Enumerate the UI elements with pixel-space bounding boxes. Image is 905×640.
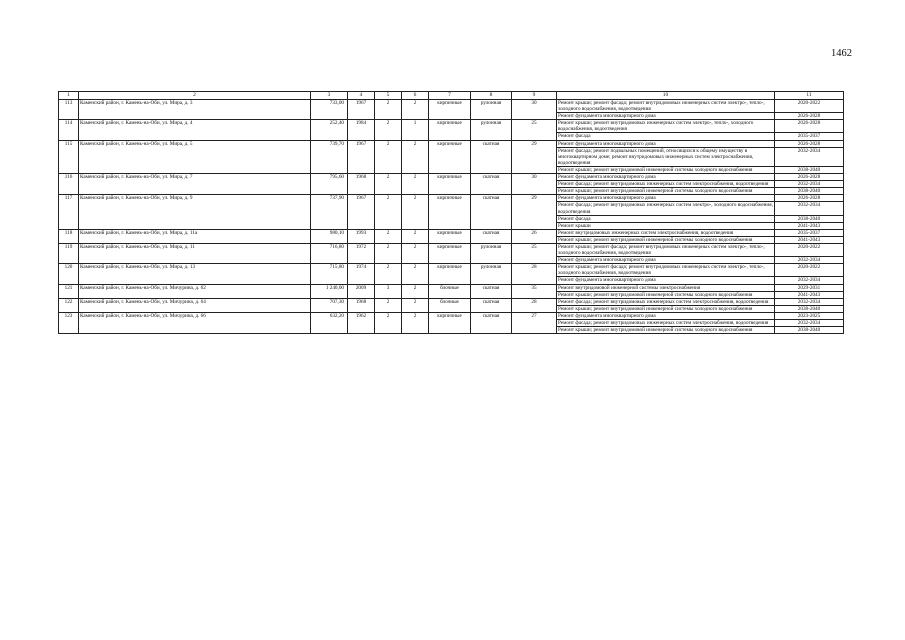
entrances-cell: 2 (402, 264, 429, 284)
work-type-cell: Ремонт фундамента многоквартирного дома (557, 257, 775, 264)
year-built-cell: 1984 (348, 120, 375, 140)
work-period-cell: 2026-2028 (775, 140, 844, 147)
entrances-cell: 2 (402, 298, 429, 312)
area-cell: 632,20 (311, 312, 348, 333)
address-cell: Каменский район, г. Камень-на-Оби, ул. Мира, д. 11а (79, 229, 311, 243)
table-body (59, 100, 844, 334)
column-number: 7 (429, 92, 471, 100)
work-type-cell: Ремонт крыши; ремонт внутридомовой инженерной системы холодного водоснабжения (557, 166, 775, 173)
work-period-cell: 2032-2034 (775, 320, 844, 327)
column-number: 4 (348, 92, 375, 100)
wall-material-cell: кирпичные (429, 243, 471, 263)
column-number: 9 (512, 92, 557, 100)
work-period-cell: 2035-2037 (775, 133, 844, 140)
address-cell: Каменский район, г. Камень-на-Оби, ул. Мичурина, д. 64 (79, 298, 311, 312)
table-row (59, 100, 844, 113)
work-type-cell: Ремонт крыши (557, 222, 775, 229)
work-period-cell: 2020-2022 (775, 264, 844, 277)
wall-material-cell: блочные (429, 298, 471, 312)
work-type-cell: Ремонт крыши; ремонт фасада; ремонт внутридомовых инженерных систем электро-, тепло-, холодного водоснабжения, водоотведения (557, 100, 775, 113)
area-cell: 1 240,00 (311, 284, 348, 298)
roof-type-cell: скатная (471, 298, 512, 312)
work-type-cell: Ремонт крыши; ремонт внутридомовой инженерной системы холодного водоснабжения (557, 291, 775, 298)
table-row (59, 229, 844, 236)
roof-type-cell: скатная (471, 140, 512, 173)
work-type-cell: Ремонт крыши; ремонт внутридомовой инженерной системы холодного водоснабжения (557, 188, 775, 195)
floors-cell: 2 (375, 174, 402, 195)
work-period-cell: 2038-2040 (775, 327, 844, 334)
work-type-cell: Ремонт внутридомовой инженерной системы электроснабжения (557, 284, 775, 291)
column-number: 10 (557, 92, 775, 100)
column-number: 3 (311, 92, 348, 100)
work-period-cell: 2026-2028 (775, 113, 844, 120)
table-row (59, 195, 844, 202)
table-row (59, 298, 844, 305)
work-period-cell: 2038-2040 (775, 188, 844, 195)
roof-type-cell: рулонная (471, 243, 512, 263)
work-type-cell: Ремонт фасада (557, 133, 775, 140)
work-period-cell: 2020-2022 (775, 100, 844, 113)
work-period-cell: 2032-2034 (775, 257, 844, 264)
page-number: 1462 (831, 48, 852, 59)
work-type-cell: Ремонт фундамента многоквартирного дома (557, 174, 775, 181)
table-row (59, 284, 844, 291)
floors-cell: 2 (375, 264, 402, 284)
row-number-cell: 115 (59, 140, 79, 173)
work-type-cell: Ремонт внутридомовых инженерных систем электроснабжения, водоотведения (557, 229, 775, 236)
wall-material-cell: кирпичные (429, 100, 471, 120)
floors-cell: 2 (375, 100, 402, 120)
roof-type-cell: рулонная (471, 100, 512, 120)
work-period-cell: 2020-2022 (775, 243, 844, 256)
table-row (59, 174, 844, 181)
area-cell: 707,30 (311, 298, 348, 312)
work-period-cell: 2026-2028 (775, 195, 844, 202)
wear-percent-cell: 29 (512, 195, 557, 229)
work-type-cell: Ремонт фундамента многоквартирного дома (557, 312, 775, 319)
work-type-cell: Ремонт фундамента многоквартирного дома (557, 277, 775, 284)
address-cell: Каменский район, г. Камень-на-Оби, ул. Мичурина, д. 66 (79, 312, 311, 333)
work-type-cell: Ремонт крыши; ремонт фасада; ремонт внутридомовых инженерных систем электро-, тепло-, холодного водоснабжения, водоотведения (557, 264, 775, 277)
address-cell: Каменский район, г. Камень-на-Оби, ул. Мира, д. 9 (79, 195, 311, 229)
row-number-cell: 114 (59, 120, 79, 140)
roof-type-cell: скатная (471, 174, 512, 195)
floors-cell: 2 (375, 120, 402, 140)
wear-percent-cell: 28 (512, 264, 557, 284)
roof-type-cell: рулонная (471, 120, 512, 140)
floors-cell: 2 (375, 195, 402, 229)
roof-type-cell: скатная (471, 312, 512, 333)
area-cell: 739,70 (311, 140, 348, 173)
work-type-cell: Ремонт крыши; ремонт внутридомовых инженерных систем электро-, тепло-, холодного водоснабжения, водоотведения (557, 120, 775, 133)
year-built-cell: 1968 (348, 298, 375, 312)
row-number-cell: 116 (59, 174, 79, 195)
area-cell: 737,90 (311, 195, 348, 229)
work-type-cell: Ремонт фасада; ремонт внутридомовых инженерных систем электроснабжения, водоотведения (557, 320, 775, 327)
area-cell: 252,40 (311, 120, 348, 140)
roof-type-cell: скатная (471, 284, 512, 298)
row-number-cell: 119 (59, 243, 79, 263)
entrances-cell: 2 (402, 312, 429, 333)
floors-cell: 2 (375, 298, 402, 312)
work-period-cell: 2038-2040 (775, 166, 844, 173)
area-cell: 795,60 (311, 174, 348, 195)
work-period-cell: 2038-2040 (775, 215, 844, 222)
work-period-cell: 2032-2034 (775, 181, 844, 188)
row-number-cell: 120 (59, 264, 79, 284)
work-type-cell: Ремонт фасада (557, 215, 775, 222)
wear-percent-cell: 25 (512, 120, 557, 140)
year-built-cell: 2009 (348, 284, 375, 298)
row-number-cell: 123 (59, 312, 79, 333)
wear-percent-cell: 28 (512, 298, 557, 312)
wall-material-cell: кирпичные (429, 264, 471, 284)
area-cell: 733,00 (311, 100, 348, 120)
address-cell: Каменский район, г. Камень-на-Оби, ул. Мира, д. 3 (79, 100, 311, 120)
row-number-cell: 117 (59, 195, 79, 229)
work-period-cell: 2032-2034 (775, 298, 844, 305)
entrances-cell: 2 (402, 229, 429, 243)
area-cell: 980,10 (311, 229, 348, 243)
row-number-cell: 113 (59, 100, 79, 120)
entrances-cell: 2 (402, 243, 429, 263)
wall-material-cell: кирпичные (429, 140, 471, 173)
table-row (59, 243, 844, 256)
work-period-cell: 2041-2043 (775, 236, 844, 243)
work-type-cell: Ремонт фасада; ремонт подвальных помещений, относящихся к общему имуществу в многоквартирном доме; ремонт внутридомовых инженерных систем электроснабжения, водоотведения (557, 147, 775, 166)
work-type-cell: Ремонт крыши; ремонт внутридомовой инженерной системы холодного водоснабжения (557, 327, 775, 334)
work-period-cell: 2026-2028 (775, 120, 844, 133)
column-number: 2 (79, 92, 311, 100)
work-period-cell: 2041-2043 (775, 222, 844, 229)
column-number-row (59, 92, 844, 100)
year-built-cell: 1972 (348, 243, 375, 263)
entrances-cell: 2 (402, 195, 429, 229)
work-period-cell: 2023-2025 (775, 312, 844, 319)
floors-cell: 3 (375, 284, 402, 298)
wall-material-cell: кирпичные (429, 312, 471, 333)
roof-type-cell: скатная (471, 195, 512, 229)
row-number-cell: 121 (59, 284, 79, 298)
roof-type-cell: скатная (471, 229, 512, 243)
roof-type-cell: рулонная (471, 264, 512, 284)
area-cell: 715,80 (311, 264, 348, 284)
wear-percent-cell: 35 (512, 284, 557, 298)
year-built-cell: 1967 (348, 195, 375, 229)
table-row (59, 140, 844, 147)
floors-cell: 2 (375, 312, 402, 333)
work-type-cell: Ремонт фасада; ремонт внутридомовых инженерных систем электроснабжения, водоотведения (557, 181, 775, 188)
column-number: 11 (775, 92, 844, 100)
column-number: 6 (402, 92, 429, 100)
floors-cell: 2 (375, 243, 402, 263)
wall-material-cell: кирпичные (429, 229, 471, 243)
wear-percent-cell: 29 (512, 140, 557, 173)
floors-cell: 2 (375, 140, 402, 173)
work-period-cell: 2026-2028 (775, 174, 844, 181)
work-type-cell: Ремонт фундамента многоквартирного дома (557, 140, 775, 147)
table-row (59, 264, 844, 277)
work-period-cell: 2032-2034 (775, 277, 844, 284)
area-cell: 716,80 (311, 243, 348, 263)
wear-percent-cell: 27 (512, 312, 557, 333)
column-number: 5 (375, 92, 402, 100)
row-number-cell: 118 (59, 229, 79, 243)
table-row (59, 312, 844, 319)
year-built-cell: 1962 (348, 312, 375, 333)
work-period-cell: 2041-2043 (775, 291, 844, 298)
entrances-cell: 2 (402, 284, 429, 298)
wall-material-cell: кирпичные (429, 120, 471, 140)
work-period-cell: 2029-2031 (775, 284, 844, 291)
work-type-cell: Ремонт крыши; ремонт внутридомовой инженерной системы холодного водоснабжения (557, 236, 775, 243)
column-number: 8 (471, 92, 512, 100)
address-cell: Каменский район, г. Камень-на-Оби, ул. Мира, д. 5 (79, 140, 311, 173)
table-row (59, 120, 844, 133)
floors-cell: 2 (375, 229, 402, 243)
work-type-cell: Ремонт крыши; ремонт фасада; ремонт внутридомовых инженерных систем электро-, тепло-, холодного водоснабжения, водоотведения (557, 243, 775, 256)
address-cell: Каменский район, г. Камень-на-Оби, ул. Мичурина, д. 62 (79, 284, 311, 298)
address-cell: Каменский район, г. Камень-на-Оби, ул. Мира, д. 7 (79, 174, 311, 195)
entrances-cell: 2 (402, 174, 429, 195)
column-number: 1 (59, 92, 79, 100)
work-period-cell: 2032-2034 (775, 202, 844, 215)
year-built-cell: 1967 (348, 140, 375, 173)
year-built-cell: 1967 (348, 100, 375, 120)
entrances-cell: 1 (402, 120, 429, 140)
work-type-cell: Ремонт фасада; ремонт внутридомовых инженерных систем электро-, холодного водоснабжения, водоотведения (558, 202, 773, 215)
wall-material-cell: кирпичные (429, 195, 471, 229)
work-period-cell: 2038-2040 (775, 305, 844, 312)
work-period-cell: 2035-2037 (775, 229, 844, 236)
wear-percent-cell: 26 (512, 229, 557, 243)
wall-material-cell: блочные (429, 284, 471, 298)
repair-program-table (58, 91, 844, 334)
entrances-cell: 2 (402, 140, 429, 173)
entrances-cell: 2 (402, 100, 429, 120)
wear-percent-cell: 25 (512, 243, 557, 263)
work-type-cell: Ремонт фундамента многоквартирного дома (557, 195, 775, 202)
address-cell: Каменский район, г. Камень-на-Оби, ул. Мира, д. 4 (79, 120, 311, 140)
year-built-cell: 1968 (348, 174, 375, 195)
work-type-cell: Ремонт фундамента многоквартирного дома (557, 113, 775, 120)
address-cell: Каменский район, г. Камень-на-Оби, ул. Мира, д. 11 (79, 243, 311, 263)
work-period-cell: 2032-2034 (775, 147, 844, 166)
work-type-cell: Ремонт фасада; ремонт внутридомовых инженерных систем электроснабжения, водоотведения (557, 298, 775, 305)
wear-percent-cell: 30 (512, 174, 557, 195)
wear-percent-cell: 30 (512, 100, 557, 120)
row-number-cell: 122 (59, 298, 79, 312)
address-cell: Каменский район, г. Камень-на-Оби, ул. Мира, д. 13 (79, 264, 311, 284)
year-built-cell: 1974 (348, 264, 375, 284)
work-type-cell: Ремонт крыши; ремонт внутридомовой инженерной системы холодного водоснабжения (557, 305, 775, 312)
wall-material-cell: кирпичные (429, 174, 471, 195)
year-built-cell: 1993 (348, 229, 375, 243)
